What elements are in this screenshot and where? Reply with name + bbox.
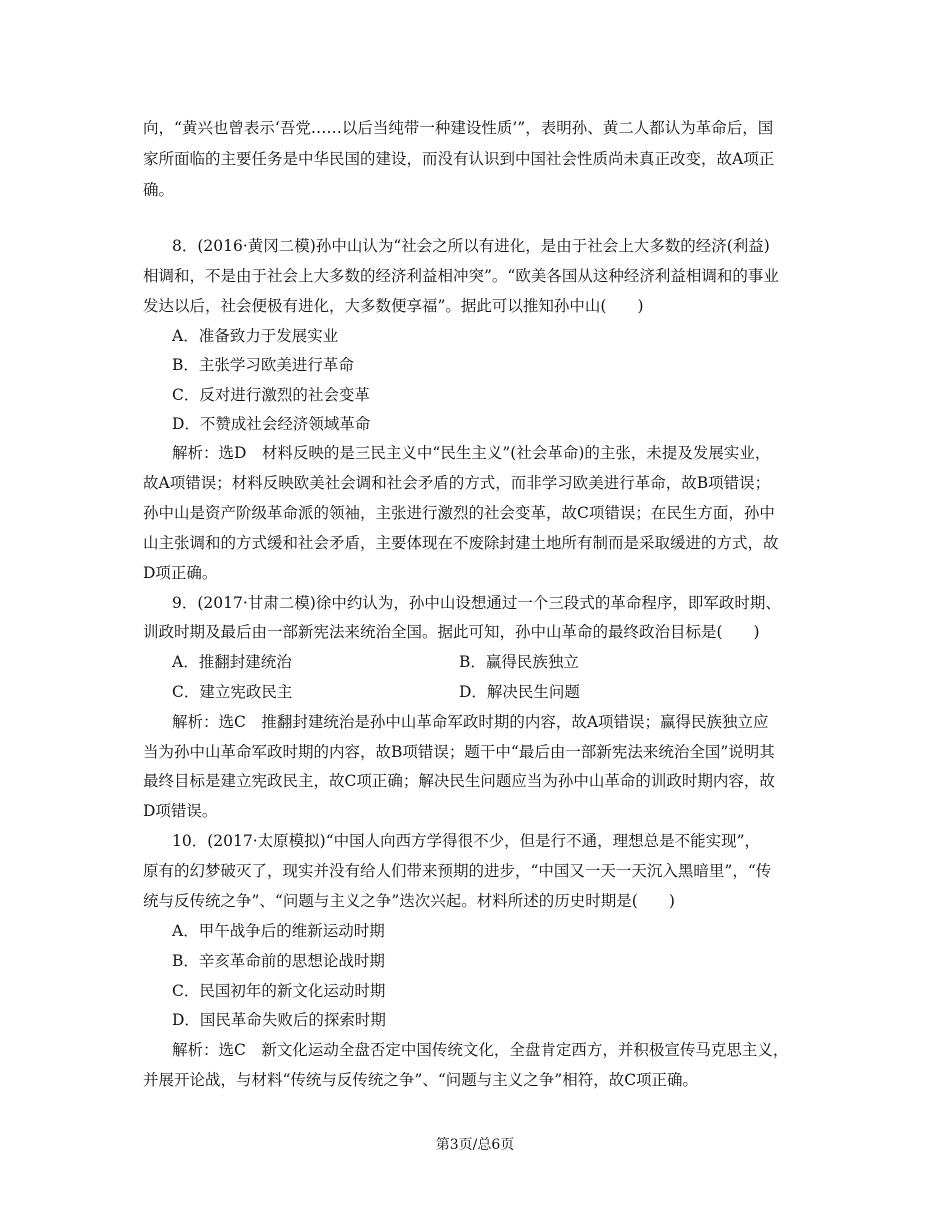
question-8-option-c: C．反对进行激烈的社会变革 [172,386,370,404]
paragraph-line: 向，“黄兴也曾表示‘吾党……以后当纯带一种建设性质’”，表明孙、黄二人都认为革命后，国 [143,119,774,137]
question-10-stem: 原有的幻梦破灭了，现实并没有给人们带来预期的进步，“中国又一天一天沉入黑暗里”，“传 [143,862,772,880]
question-8-option-d: D．不赞成社会经济领域革命 [172,415,371,433]
question-8-analysis: 解析：选D 材料反映的是三民主义中“民生主义”(社会革命)的主张，未提及发展实业， [172,444,771,462]
question-9-analysis: D项错误。 [143,802,218,820]
question-8-stem: 8．(2016·黄冈二模)孙中山认为“社会之所以有进化，是由于社会上大多数的经济(利益) [172,237,770,255]
question-10-stem: 统与反传统之争”、“问题与主义之争”迭次兴起。材料所述的历史时期是( ) [143,892,675,910]
question-9-option-a: A．推翻封建统治 [172,653,292,671]
question-9-stem: 9．(2017·甘肃二模)徐中约认为，孙中山设想通过一个三段式的革命程序，即军政时期、 [172,594,781,612]
question-8-stem: 相调和，不是由于社会上大多数的经济利益相冲突”。“欧美各国从这种经济利益相调和的事业 [143,267,779,285]
question-8-analysis: 山主张调和的方式缓和社会矛盾，主要体现在不废除封建土地所有制而是采取缓进的方式，故 [143,534,779,552]
question-8-option-a: A．准备致力于发展实业 [172,327,339,345]
question-10-option-d: D．国民革命失败后的探索时期 [172,1011,386,1029]
question-10-option-c: C．民国初年的新文化运动时期 [172,982,386,1000]
question-8-analysis: D项正确。 [143,564,218,582]
question-10-stem: 10．(2017·太原模拟)“中国人向西方学得很不少，但是行不通，理想总是不能实现”， [172,832,761,850]
paragraph-line: 家所面临的主要任务是中华民国的建设，而没有认识到中国社会性质尚未真正改变，故A项正 [143,150,775,168]
question-10-analysis: 解析：选C 新文化运动全盘否定中国传统文化，全盘肯定西方，并积极宣传马克思主义， [172,1041,789,1059]
question-9-stem: 训政时期及最后由一部新宪法来统治全国。据此可知，孙中山革命的最终政治目标是( ) [143,623,760,641]
paragraph-line: 确。 [143,181,175,199]
page-number: 第3页/总6页 [435,1137,515,1153]
question-9-analysis: 解析：选C 推翻封建统治是孙中山革命军政时期的内容，故A项错误；赢得民族独立应 [172,713,769,731]
question-8-option-b: B．主张学习欧美进行革命 [172,356,354,374]
question-10-option-b: B．辛亥革命前的思想论战时期 [172,952,385,970]
question-9-option-c: C．建立宪政民主 [172,683,293,701]
question-10-analysis: 并展开论战，与材料“传统与反传统之争”、“问题与主义之争”相符，故C项正确。 [143,1071,699,1089]
question-9-analysis: 最终目标是建立宪政民主，故C项正确；解决民生问题应当为孙中山革命的训政时期内容，故 [143,772,775,790]
question-8-analysis: 故A项错误；材料反映欧美社会调和社会矛盾的方式，而非学习欧美进行革命，故B项错误； [143,474,771,492]
question-9-option-b: B．赢得民族独立 [459,653,579,671]
question-8-analysis: 孙中山是资产阶级革命派的领袖，主张进行激烈的社会变革，故C项错误；在民生方面，孙中 [143,504,775,522]
question-9-option-d: D．解决民生问题 [459,683,580,701]
question-10-option-a: A．甲午战争后的维新运动时期 [172,922,385,940]
question-9-analysis: 当为孙中山革命军政时期的内容，故B项错误；题干中“最后由一部新宪法来统治全国”说明其 [143,743,775,761]
question-8-stem: 发达以后，社会便极有进化，大多数便享福”。据此可以推知孙中山( ) [143,297,644,315]
